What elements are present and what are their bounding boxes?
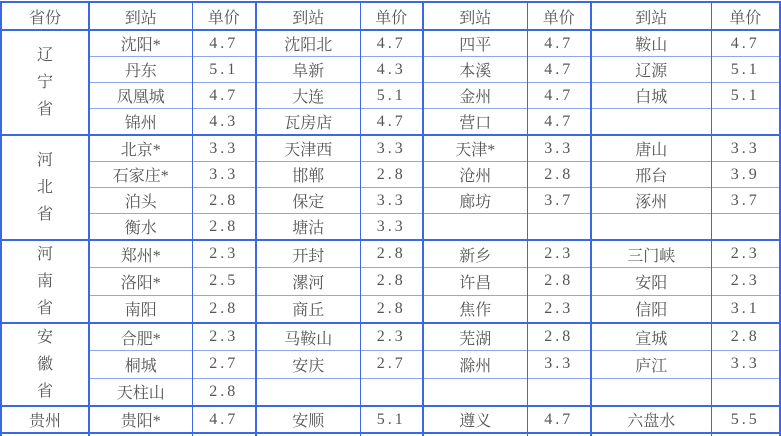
station-cell: 沈阳北	[256, 30, 360, 57]
price-cell: 3.3	[360, 188, 423, 214]
table-row	[1, 109, 780, 136]
province-char: 省	[36, 383, 53, 400]
province-char: 北	[36, 179, 53, 196]
price-cell: 3.3	[711, 351, 780, 378]
station-cell: 商丘	[256, 295, 360, 323]
price-cell: 3.7	[711, 188, 780, 214]
price-cell: 2.8	[192, 378, 256, 406]
station-cell: 本溪	[423, 57, 527, 83]
price-cell: 2.3	[192, 323, 256, 351]
table-row	[1, 57, 780, 83]
price-cell: 4.7	[360, 30, 423, 57]
price-cell: 4.7	[527, 83, 591, 109]
header-price: 单价	[192, 2, 256, 30]
station-cell: 遵义	[423, 406, 527, 433]
fare-table	[0, 1, 781, 436]
price-cell: 5.1	[711, 83, 780, 109]
station-cell: 保定	[256, 188, 360, 214]
station-cell: 锦州	[89, 109, 192, 136]
price-cell: 3.9	[711, 162, 780, 188]
price-cell: 4.7	[192, 83, 256, 109]
price-cell	[527, 378, 591, 406]
station-cell: 白城	[591, 83, 711, 109]
price-cell: 4.7	[527, 406, 591, 433]
station-cell: 天柱山	[89, 378, 192, 406]
station-cell: 石家庄*	[89, 162, 192, 188]
province-char: 省	[36, 101, 53, 118]
price-cell: 4.7	[192, 30, 256, 57]
price-cell: 3.3	[527, 351, 591, 378]
price-cell: 2.8	[527, 268, 591, 295]
price-cell: 2.3	[360, 323, 423, 351]
price-cell	[360, 378, 423, 406]
province-char: 河	[36, 246, 53, 263]
station-cell	[423, 378, 527, 406]
price-cell: 4.7	[192, 406, 256, 433]
province-char: 南	[36, 273, 53, 290]
station-cell: 马鞍山	[256, 323, 360, 351]
table-row	[1, 406, 780, 433]
station-cell: 新乡	[423, 240, 527, 268]
price-cell: 2.8	[360, 162, 423, 188]
station-cell	[591, 109, 711, 136]
station-cell: 塘沽	[256, 214, 360, 241]
province-char: 安	[36, 329, 53, 346]
price-cell	[711, 214, 780, 241]
table-row	[1, 188, 780, 214]
header-province: 省份	[1, 2, 89, 30]
price-cell: 2.3	[711, 240, 780, 268]
station-cell: 天津西	[256, 135, 360, 162]
station-cell: 安庆	[256, 351, 360, 378]
station-cell: 洛阳*	[89, 268, 192, 295]
province-char: 河	[36, 152, 53, 169]
station-cell	[591, 378, 711, 406]
price-cell	[711, 109, 780, 136]
station-cell: 滁州	[423, 351, 527, 378]
station-cell: 沧州	[423, 162, 527, 188]
station-cell: 六盘水	[591, 406, 711, 433]
price-cell: 5.1	[360, 83, 423, 109]
station-cell: 郑州*	[89, 240, 192, 268]
station-cell: 唐山	[591, 135, 711, 162]
station-cell: 瓦房店	[256, 109, 360, 136]
province-cell	[1, 240, 89, 323]
station-cell: 宣城	[591, 323, 711, 351]
price-cell: 2.8	[711, 323, 780, 351]
province-cell	[1, 323, 89, 406]
header-station: 到站	[423, 2, 527, 30]
station-cell: 鞍山	[591, 30, 711, 57]
station-cell: 合肥*	[89, 323, 192, 351]
price-cell: 3.3	[192, 162, 256, 188]
station-cell: 邢台	[591, 162, 711, 188]
price-cell: 5.1	[360, 406, 423, 433]
price-cell: 3.7	[527, 188, 591, 214]
station-cell: 营口	[423, 109, 527, 136]
table-row	[1, 240, 780, 268]
station-cell: 桐城	[89, 351, 192, 378]
price-cell: 4.7	[711, 30, 780, 57]
price-cell: 4.3	[360, 57, 423, 83]
price-cell: 2.8	[192, 188, 256, 214]
price-cell: 2.8	[192, 295, 256, 323]
table-row	[1, 295, 780, 323]
price-cell: 3.3	[360, 214, 423, 241]
header-station: 到站	[89, 2, 192, 30]
station-cell: 南阳	[89, 295, 192, 323]
price-cell: 4.7	[360, 109, 423, 136]
table-row	[1, 378, 780, 406]
province-char: 宁	[36, 74, 53, 91]
header-station: 到站	[591, 2, 711, 30]
header-price: 单价	[711, 2, 780, 30]
station-cell: 辽源	[591, 57, 711, 83]
price-cell: 2.3	[711, 268, 780, 295]
station-cell	[423, 214, 527, 241]
station-cell: 阜新	[256, 57, 360, 83]
province-cell	[1, 135, 89, 240]
price-cell: 2.8	[360, 240, 423, 268]
price-cell: 3.3	[192, 135, 256, 162]
price-cell: 4.7	[527, 57, 591, 83]
price-cell: 3.1	[711, 295, 780, 323]
station-cell: 焦作	[423, 295, 527, 323]
price-cell: 5.1	[192, 57, 256, 83]
station-cell: 丹东	[89, 57, 192, 83]
header-price: 单价	[527, 2, 591, 30]
table-row	[1, 83, 780, 109]
price-cell: 2.3	[527, 295, 591, 323]
station-cell: 贵阳*	[89, 406, 192, 433]
price-cell: 4.3	[192, 109, 256, 136]
price-cell: 2.5	[192, 268, 256, 295]
station-cell: 涿州	[591, 188, 711, 214]
station-cell: 许昌	[423, 268, 527, 295]
station-cell: 信阳	[591, 295, 711, 323]
price-cell: 3.3	[711, 135, 780, 162]
table-row	[1, 135, 780, 162]
header-station: 到站	[256, 2, 360, 30]
table-row	[1, 351, 780, 378]
price-cell: 2.8	[360, 295, 423, 323]
price-cell: 4.7	[527, 109, 591, 136]
station-cell: 安阳	[591, 268, 711, 295]
table-row	[1, 214, 780, 241]
table-row	[1, 30, 780, 57]
price-cell: 2.8	[360, 268, 423, 295]
province-cell	[1, 30, 89, 135]
station-cell: 凤凰城	[89, 83, 192, 109]
price-cell: 2.3	[527, 240, 591, 268]
price-cell: 2.8	[192, 214, 256, 241]
price-cell: 2.8	[527, 323, 591, 351]
price-cell: 2.7	[192, 351, 256, 378]
province-char: 徽	[36, 356, 53, 373]
price-cell: 2.8	[527, 162, 591, 188]
price-cell: 3.3	[527, 135, 591, 162]
station-cell: 安顺	[256, 406, 360, 433]
price-cell: 2.7	[360, 351, 423, 378]
station-cell: 泊头	[89, 188, 192, 214]
station-cell: 金州	[423, 83, 527, 109]
price-cell: 2.3	[192, 240, 256, 268]
station-cell: 天津*	[423, 135, 527, 162]
station-cell: 庐江	[591, 351, 711, 378]
table-row	[1, 162, 780, 188]
price-cell: 5.1	[711, 57, 780, 83]
station-cell: 四平	[423, 30, 527, 57]
province-char: 省	[36, 300, 53, 317]
province-char: 辽	[36, 47, 53, 64]
station-cell	[256, 378, 360, 406]
station-cell: 芜湖	[423, 323, 527, 351]
station-cell: 衡水	[89, 214, 192, 241]
station-cell: 北京*	[89, 135, 192, 162]
station-cell: 廊坊	[423, 188, 527, 214]
table-row	[1, 323, 780, 351]
table-row	[1, 268, 780, 295]
station-cell: 开封	[256, 240, 360, 268]
station-cell	[591, 214, 711, 241]
province-char: 省	[36, 206, 53, 223]
province-cell: 贵州	[1, 406, 89, 433]
station-cell: 三门峡	[591, 240, 711, 268]
table-header-row	[1, 2, 780, 30]
price-cell	[711, 378, 780, 406]
station-cell: 大连	[256, 83, 360, 109]
price-cell: 3.3	[360, 135, 423, 162]
station-cell: 沈阳*	[89, 30, 192, 57]
price-cell	[527, 214, 591, 241]
price-cell: 4.7	[527, 30, 591, 57]
station-cell: 邯郸	[256, 162, 360, 188]
station-cell: 漯河	[256, 268, 360, 295]
header-price: 单价	[360, 2, 423, 30]
price-cell: 5.5	[711, 406, 780, 433]
